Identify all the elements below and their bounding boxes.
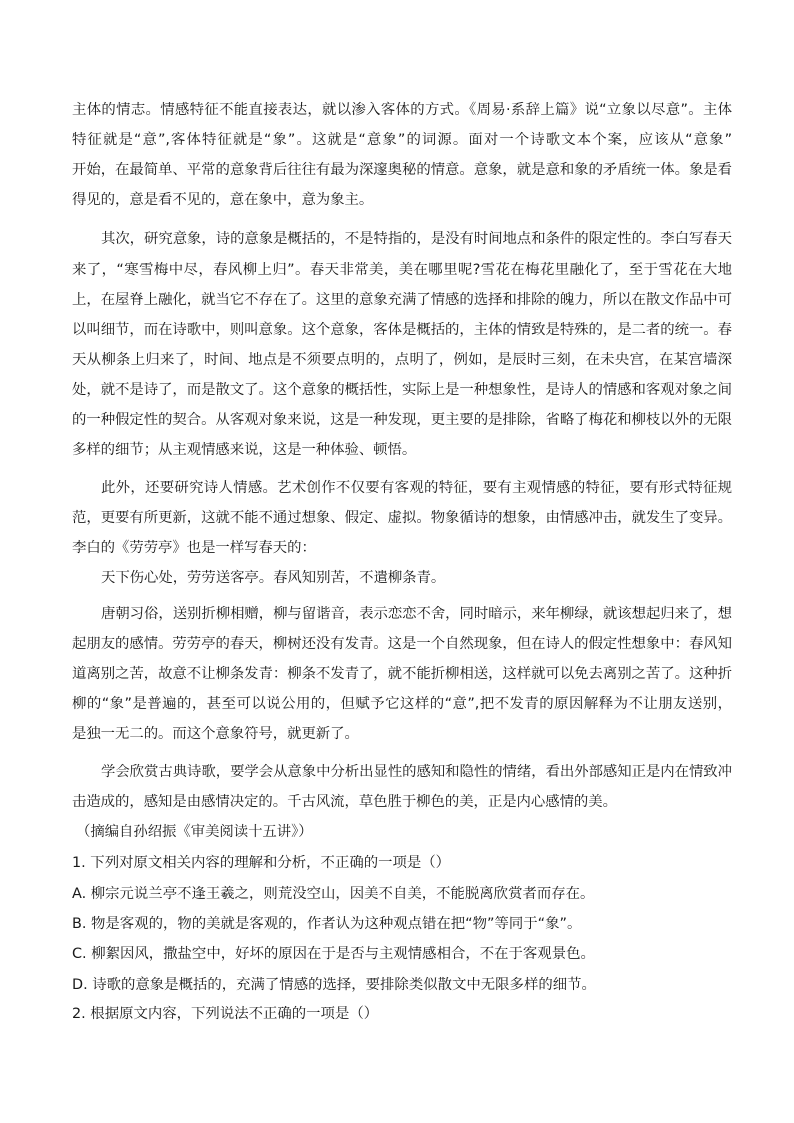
paragraph-line: 多样的细节；从主观情感来说，这是一种体验、顿悟。 [72, 442, 417, 458]
paragraph-line: 上，在屋脊上融化，就当它不存在了。这里的意象充满了情感的选择和排除的魄力，所以在散文作品中可 [72, 292, 732, 308]
paragraph-line: 李白的《劳劳亭》也是一样写春天的： [72, 540, 316, 556]
paragraph-line: 以叫细节，而在诗歌中，则叫意象。这个意象，客体是概括的，主体的情致是特殊的，是二者的统一。春 [72, 322, 732, 338]
paragraph-line: 天从柳条上归来了，时间、地点是不须要点明的，点明了，例如，是辰时三刻，在未央宫，在某宫墙深 [72, 352, 732, 368]
paragraph-line: 柳的“象”是普遍的，甚至可以说公用的，但赋予它这样的“意”,把不发青的原因解释为不让朋友送别， [72, 696, 732, 712]
paragraph-line: 开始，在最简单、平常的意象背后往往有最为深邃奥秘的情意。意象，就是意和象的矛盾统一体。象是看 [72, 162, 732, 178]
question-1-option-b: B. 物是客观的，物的美就是客观的，作者认为这种观点错在把“物”等同于“象”。 [72, 916, 582, 932]
question-2-stem: 2. 根据原文内容，下列说法不正确的一项是（） [72, 1006, 379, 1022]
paragraph-line: 的一种假定性的契合。从客观对象来说，这是一种发现，更主要的是排除，省略了梅花和柳枝以外的无限 [72, 412, 732, 428]
paragraph-line: 起朋友的感情。劳劳亭的春天，柳树还没有发青。这是一个自然现象，但在诗人的假定性想象中：春风知 [72, 636, 732, 652]
paragraph-line: 得见的，意是看不见的，意在象中，意为象主。 [72, 192, 374, 208]
question-1-option-d: D. 诗歌的意象是概括的，充满了情感的选择，要排除类似散文中无限多样的细节。 [72, 977, 596, 993]
paragraph-line: 唐朝习俗，送别折柳相赠，柳与留谐音，表示恋恋不舍，同时暗示，来年柳绿，就该想起归来了，想 [101, 606, 732, 622]
question-1-stem: 1. 下列对原文相关内容的理解和分析，不正确的一项是（） [72, 855, 451, 871]
paragraph-line: 学会欣赏古典诗歌，要学会从意象中分析出显性的感知和隐性的情绪，看出外部感知正是内在情致冲 [101, 764, 732, 780]
paragraph-line: 处，就不是诗了，而是散文了。这个意象的概括性，实际上是一种想象性，是诗人的情感和客观对象之间 [72, 382, 732, 398]
paragraph-line: 来了，“寒雪梅中尽，春风柳上归”。春天非常美，美在哪里呢?雪花在梅花里融化了，至于雪花在大地 [72, 262, 732, 278]
paragraph-line: 特征就是“意”,客体特征就是“象”。这就是“意象”的词源。面对一个诗歌文本个案，应该从“意象” [72, 132, 732, 148]
question-1-option-a: A. 柳宗元说兰亭不逢王羲之，则荒没空山，因美不自美，不能脱离欣赏者而存在。 [72, 886, 595, 902]
paragraph-line: 道离别之苦，故意不让柳条发青：柳条不发青了，就不能折柳相送，这样就可以免去离别之苦了。这种折 [72, 666, 732, 682]
paragraph-line: 主体的情志。情感特征不能直接表达，就以渗入客体的方式。《周易·系辞上篇》说“立象以尽意”。主体 [72, 102, 732, 118]
paragraph-line: 是独一无二的。而这个意象符号，就更新了。 [72, 726, 359, 742]
paragraph-line: 其次，研究意象，诗的意象是概括的，不是特指的，是没有时间地点和条件的限定性的。李白写春天 [101, 231, 732, 247]
paragraph-line: 击造成的，感知是由感情决定的。千古风流，草色胜于柳色的美，正是内心感情的美。 [72, 794, 617, 810]
paragraph-line: 范，更要有所更新，这就不能不通过想象、假定、虚拟。物象循诗的想象，由情感冲击，就发生了变异。 [72, 510, 732, 526]
question-1-option-c: C. 柳絮因风，撒盐空中，好坏的原因在于是否与主观情感相合，不在于客观景色。 [72, 946, 595, 962]
paragraph-line: 此外，还要研究诗人情感。艺术创作不仅要有客观的特征，要有主观情感的特征，要有形式特征规 [101, 480, 732, 496]
source-citation: （摘编自孙绍振《审美阅读十五讲》） [76, 824, 313, 840]
poem-line: 天下伤心处，劳劳送客亭。春风知别苦，不遣柳条青。 [101, 570, 446, 586]
